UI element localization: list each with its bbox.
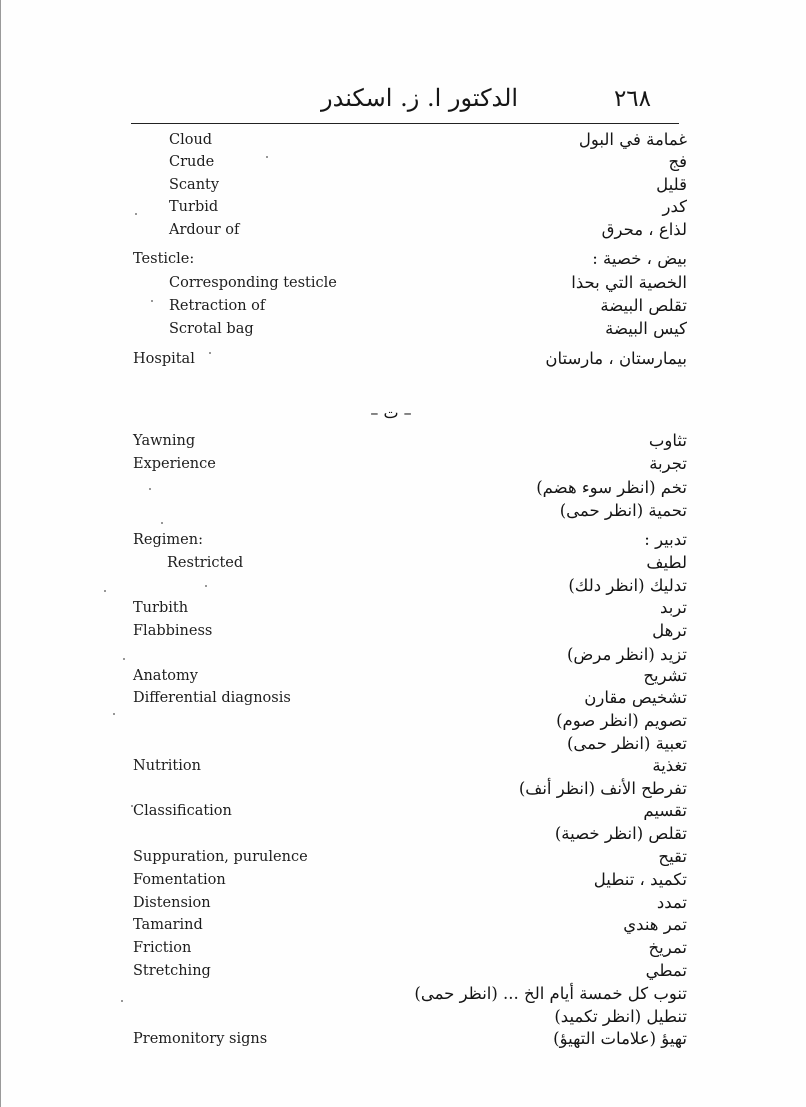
arabic-term: تدبير : bbox=[644, 530, 687, 549]
arabic-term: تقلص (انظر خصية) bbox=[554, 824, 687, 843]
glossary-entries bbox=[1, 0, 806, 1107]
arabic-term: تمطي bbox=[645, 961, 687, 980]
arabic-term: تفرطح الأنف (انظر أنف) bbox=[518, 779, 687, 798]
arabic-term: بيض ، خصية : bbox=[592, 249, 687, 268]
glossary-row bbox=[1, 456, 806, 478]
english-term: Restricted bbox=[167, 555, 244, 571]
glossary-row bbox=[1, 940, 806, 962]
scan-speck bbox=[123, 658, 125, 660]
glossary-row bbox=[1, 623, 806, 645]
running-title: الدكتور ا. ز. اسكندر bbox=[321, 84, 519, 112]
arabic-term: تهيؤ (علامات التهيؤ) bbox=[553, 1029, 687, 1048]
glossary-row bbox=[1, 132, 806, 154]
arabic-term: تنطيل (انظر تكميد) bbox=[554, 1007, 687, 1026]
english-term: Friction bbox=[133, 940, 192, 956]
english-term: Testicle: bbox=[133, 251, 195, 267]
glossary-row bbox=[1, 199, 806, 221]
section-divider: – ت – bbox=[370, 403, 412, 422]
scan-speck bbox=[113, 713, 115, 715]
arabic-term: تزيد (انظر مرض) bbox=[566, 645, 687, 664]
glossary-row bbox=[1, 154, 806, 176]
arabic-term: تمدد bbox=[656, 893, 687, 912]
english-term: Turbith bbox=[133, 600, 189, 616]
english-term: Scrotal bag bbox=[169, 321, 254, 337]
english-term: Crude bbox=[169, 154, 215, 170]
glossary-row bbox=[1, 963, 806, 985]
arabic-term: لذاع ، محرق bbox=[601, 220, 687, 239]
glossary-row bbox=[1, 298, 806, 320]
scan-speck bbox=[205, 585, 207, 587]
arabic-term: تقسيم bbox=[643, 801, 687, 820]
glossary-row bbox=[1, 351, 806, 373]
arabic-term: تثاوب bbox=[648, 431, 687, 450]
glossary-row bbox=[1, 872, 806, 894]
english-term: Cloud bbox=[169, 132, 213, 148]
glossary-row bbox=[1, 736, 806, 758]
scan-speck bbox=[131, 805, 133, 807]
glossary-row bbox=[1, 1009, 806, 1031]
arabic-term: كدر bbox=[662, 197, 687, 216]
arabic-term: لطيف bbox=[646, 553, 687, 572]
arabic-term: ترهل bbox=[652, 621, 687, 640]
arabic-term: تمريخ bbox=[648, 938, 687, 957]
glossary-row bbox=[1, 532, 806, 554]
glossary-row bbox=[1, 578, 806, 600]
english-term: Retraction of bbox=[169, 298, 266, 314]
glossary-row bbox=[1, 803, 806, 825]
arabic-term: غمامة في البول bbox=[578, 130, 687, 149]
english-term: Yawning bbox=[133, 433, 196, 449]
english-term: Nutrition bbox=[133, 758, 201, 774]
arabic-term: بيمارستان ، مارستان bbox=[545, 349, 687, 368]
glossary-row bbox=[1, 1031, 806, 1053]
glossary-row bbox=[1, 758, 806, 780]
english-term: Differential diagnosis bbox=[133, 690, 291, 706]
english-term: Suppuration, purulence bbox=[133, 849, 308, 865]
glossary-row bbox=[1, 555, 806, 577]
scan-speck bbox=[161, 522, 163, 524]
arabic-term: تجربة bbox=[649, 454, 687, 473]
glossary-row bbox=[1, 433, 806, 455]
scan-speck bbox=[209, 352, 211, 354]
arabic-term: تشريح bbox=[643, 666, 687, 685]
glossary-row bbox=[1, 826, 806, 848]
english-term: Ardour of bbox=[169, 222, 240, 238]
english-term: Anatomy bbox=[133, 668, 198, 684]
scan-speck bbox=[135, 213, 137, 215]
arabic-term: تحمية (انظر حمى) bbox=[559, 501, 687, 520]
arabic-term: تربد bbox=[660, 598, 687, 617]
arabic-term: قليل bbox=[656, 175, 687, 194]
glossary-row bbox=[1, 986, 806, 1008]
arabic-term: تغذية bbox=[652, 756, 687, 775]
arabic-term: تنوب كل خمسة أيام الخ ... (انظر حمى) bbox=[414, 984, 687, 1003]
glossary-row bbox=[1, 690, 806, 712]
english-term: Fomentation bbox=[133, 872, 226, 888]
arabic-term: الخصية التي بحذا bbox=[571, 273, 687, 292]
arabic-term: كيس البيضة bbox=[605, 319, 687, 338]
glossary-row bbox=[1, 275, 806, 297]
arabic-term: تقيح bbox=[658, 847, 687, 866]
arabic-term: تمر هندي bbox=[623, 915, 687, 934]
arabic-term: فج bbox=[668, 152, 687, 171]
english-term: Regimen: bbox=[133, 532, 203, 548]
arabic-term: تكميد ، تنطيل bbox=[593, 870, 687, 889]
arabic-term: تخم (انظر سوء هضم) bbox=[536, 478, 687, 497]
glossary-row bbox=[1, 321, 806, 343]
arabic-term: تدليك (انظر دلك) bbox=[568, 576, 687, 595]
english-term: Corresponding testicle bbox=[169, 275, 337, 291]
glossary-row bbox=[1, 917, 806, 939]
page-number: ٢٦٨ bbox=[613, 86, 651, 112]
glossary-row bbox=[1, 222, 806, 244]
scan-speck bbox=[104, 590, 106, 592]
glossary-row bbox=[1, 849, 806, 871]
arabic-term: تشخيص مقارن bbox=[584, 688, 687, 707]
glossary-row bbox=[1, 600, 806, 622]
scan-speck bbox=[149, 488, 151, 490]
glossary-row bbox=[1, 503, 806, 525]
scan-speck bbox=[151, 300, 153, 302]
english-term: Scanty bbox=[169, 177, 220, 193]
english-term: Experience bbox=[133, 456, 216, 472]
english-term: Hospital bbox=[133, 351, 195, 367]
arabic-term: تصويم (انظر صوم) bbox=[556, 711, 687, 730]
arabic-term: تقلص البيضة bbox=[600, 296, 687, 315]
english-term: Distension bbox=[133, 895, 211, 911]
arabic-term: تعبية (انظر حمى) bbox=[566, 734, 687, 753]
glossary-row bbox=[1, 895, 806, 917]
glossary-row bbox=[1, 251, 806, 273]
scan-speck bbox=[121, 1000, 123, 1002]
english-term: Tamarind bbox=[133, 917, 203, 933]
glossary-row bbox=[1, 781, 806, 803]
english-term: Turbid bbox=[169, 199, 219, 215]
english-term: Classification bbox=[133, 803, 232, 819]
glossary-row bbox=[1, 668, 806, 690]
glossary-row bbox=[1, 713, 806, 735]
scan-speck bbox=[266, 156, 268, 158]
english-term: Stretching bbox=[133, 963, 211, 979]
english-term: Premonitory signs bbox=[133, 1031, 268, 1047]
glossary-row bbox=[1, 177, 806, 199]
glossary-row bbox=[1, 480, 806, 502]
english-term: Flabbiness bbox=[133, 623, 213, 639]
